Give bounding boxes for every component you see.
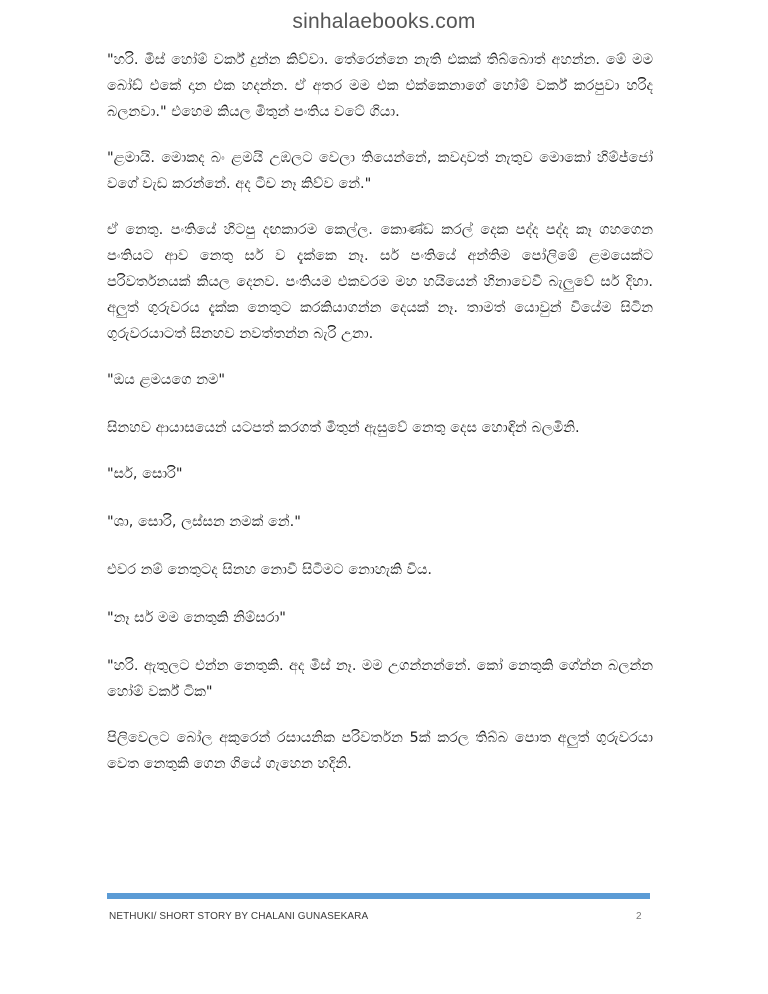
site-watermark: sinhalaebooks.com	[292, 10, 476, 33]
page-number: 2	[636, 911, 642, 922]
paragraph-hands-book: පිලිවෙලට බෝල අකුරෙන් රසායනික පරිවර්තන 5ක් කරල තිබ්බ පොත අලුත් ගුරුවරයා වෙත නෙතුකි ගෙන ගියේ ගැහෙන හදිනි.	[107, 730, 653, 772]
paragraph-ask-name: "ඔය ළමයගෙ නම"	[107, 372, 226, 388]
paragraph-scolding: "ළමායි. මොකද බං ළමයි උඹලට වෙලා තියෙන්නේ, කවදාවත් නැතුව මොකෝ හිම්ජ්ජෝ වගේ වැඩ කරන්නේ. අද ටීච නෑ කිව්ව නේ."	[107, 150, 653, 192]
footer-divider-bar	[107, 893, 650, 899]
footer-title: NETHUKI/ SHORT STORY BY CHALANI GUNASEKARA	[109, 911, 369, 922]
paragraph-mithun-looks: සිනහව ආයාසයෙන් යටපත් කරගත් මිතුන් ඇසුවේ නෙතු දෙස හොඳින් බලමිනි.	[107, 420, 580, 436]
paragraph-come-inside: "හරි. ඇතුලට එන්න නෙතුකි. අද මිස් නෑ. මම උගන්නන්නේ. කෝ නෙතුකි ගේන්න බලන්න හෝම් වර්ක් ටික"	[107, 658, 653, 700]
paragraph-real-name: "නෑ සර් මම නෙතුකි නිම්සරා"	[107, 610, 286, 626]
story-body	[107, 47, 653, 797]
paragraph-nice-name: "ශා, සොරි, ලස්සන නමක් නේ."	[107, 514, 301, 530]
paragraph-sir-sorry: "සර්, සොරි"	[107, 466, 183, 482]
paragraph-nethu-laughs: එවර නම් නෙතුටද සිනහ නොවී සිටීමට නොහැකි විය.	[107, 562, 433, 578]
paragraph-homework-instructions: "හරි. මිස් හෝම් වර්ක් දුන්න කිව්වා. තේරෙන්නෙ නැති එකක් තිබ්බොත් අහන්න. මේ මම බෝඩ් එකේ දාන එක හදන්න. ඒ අතර මම එක එක්කෙනාගේ හෝම් වර්ක් කරපුවා හරිද බලනවා." එහෙම කියල මිතුන් පංතිය වටේ ගියා.	[107, 52, 653, 120]
paragraph-nethu-enters: ඒ නෙතු. පංතියේ හිටපු දඟකාරම කෙල්ල. කොණ්ඩ කරල් දෙක පද්ද පද්ද කෑ ගහගෙන පංතියට ආව නෙතු සර් ව දැක්කෙ නෑ. සර් පංතියේ අන්තිම පෝලිමේ ළමයෙක්ට පරිවර්තනයක් කියල දෙනව. පංතියම එකවරම මහ හයියෙන් හිනාවෙවී බැලුවේ සර් දිහා. අලුත් ගුරුවරය දැක්ක නෙතුට කරකියාගන්න දෙයක් නෑ. තාමත් යොවුන් වියේම සිටින ගුරුවරයාටත් සිනහව නවත්තන්න බැරි උනා.	[107, 222, 653, 342]
